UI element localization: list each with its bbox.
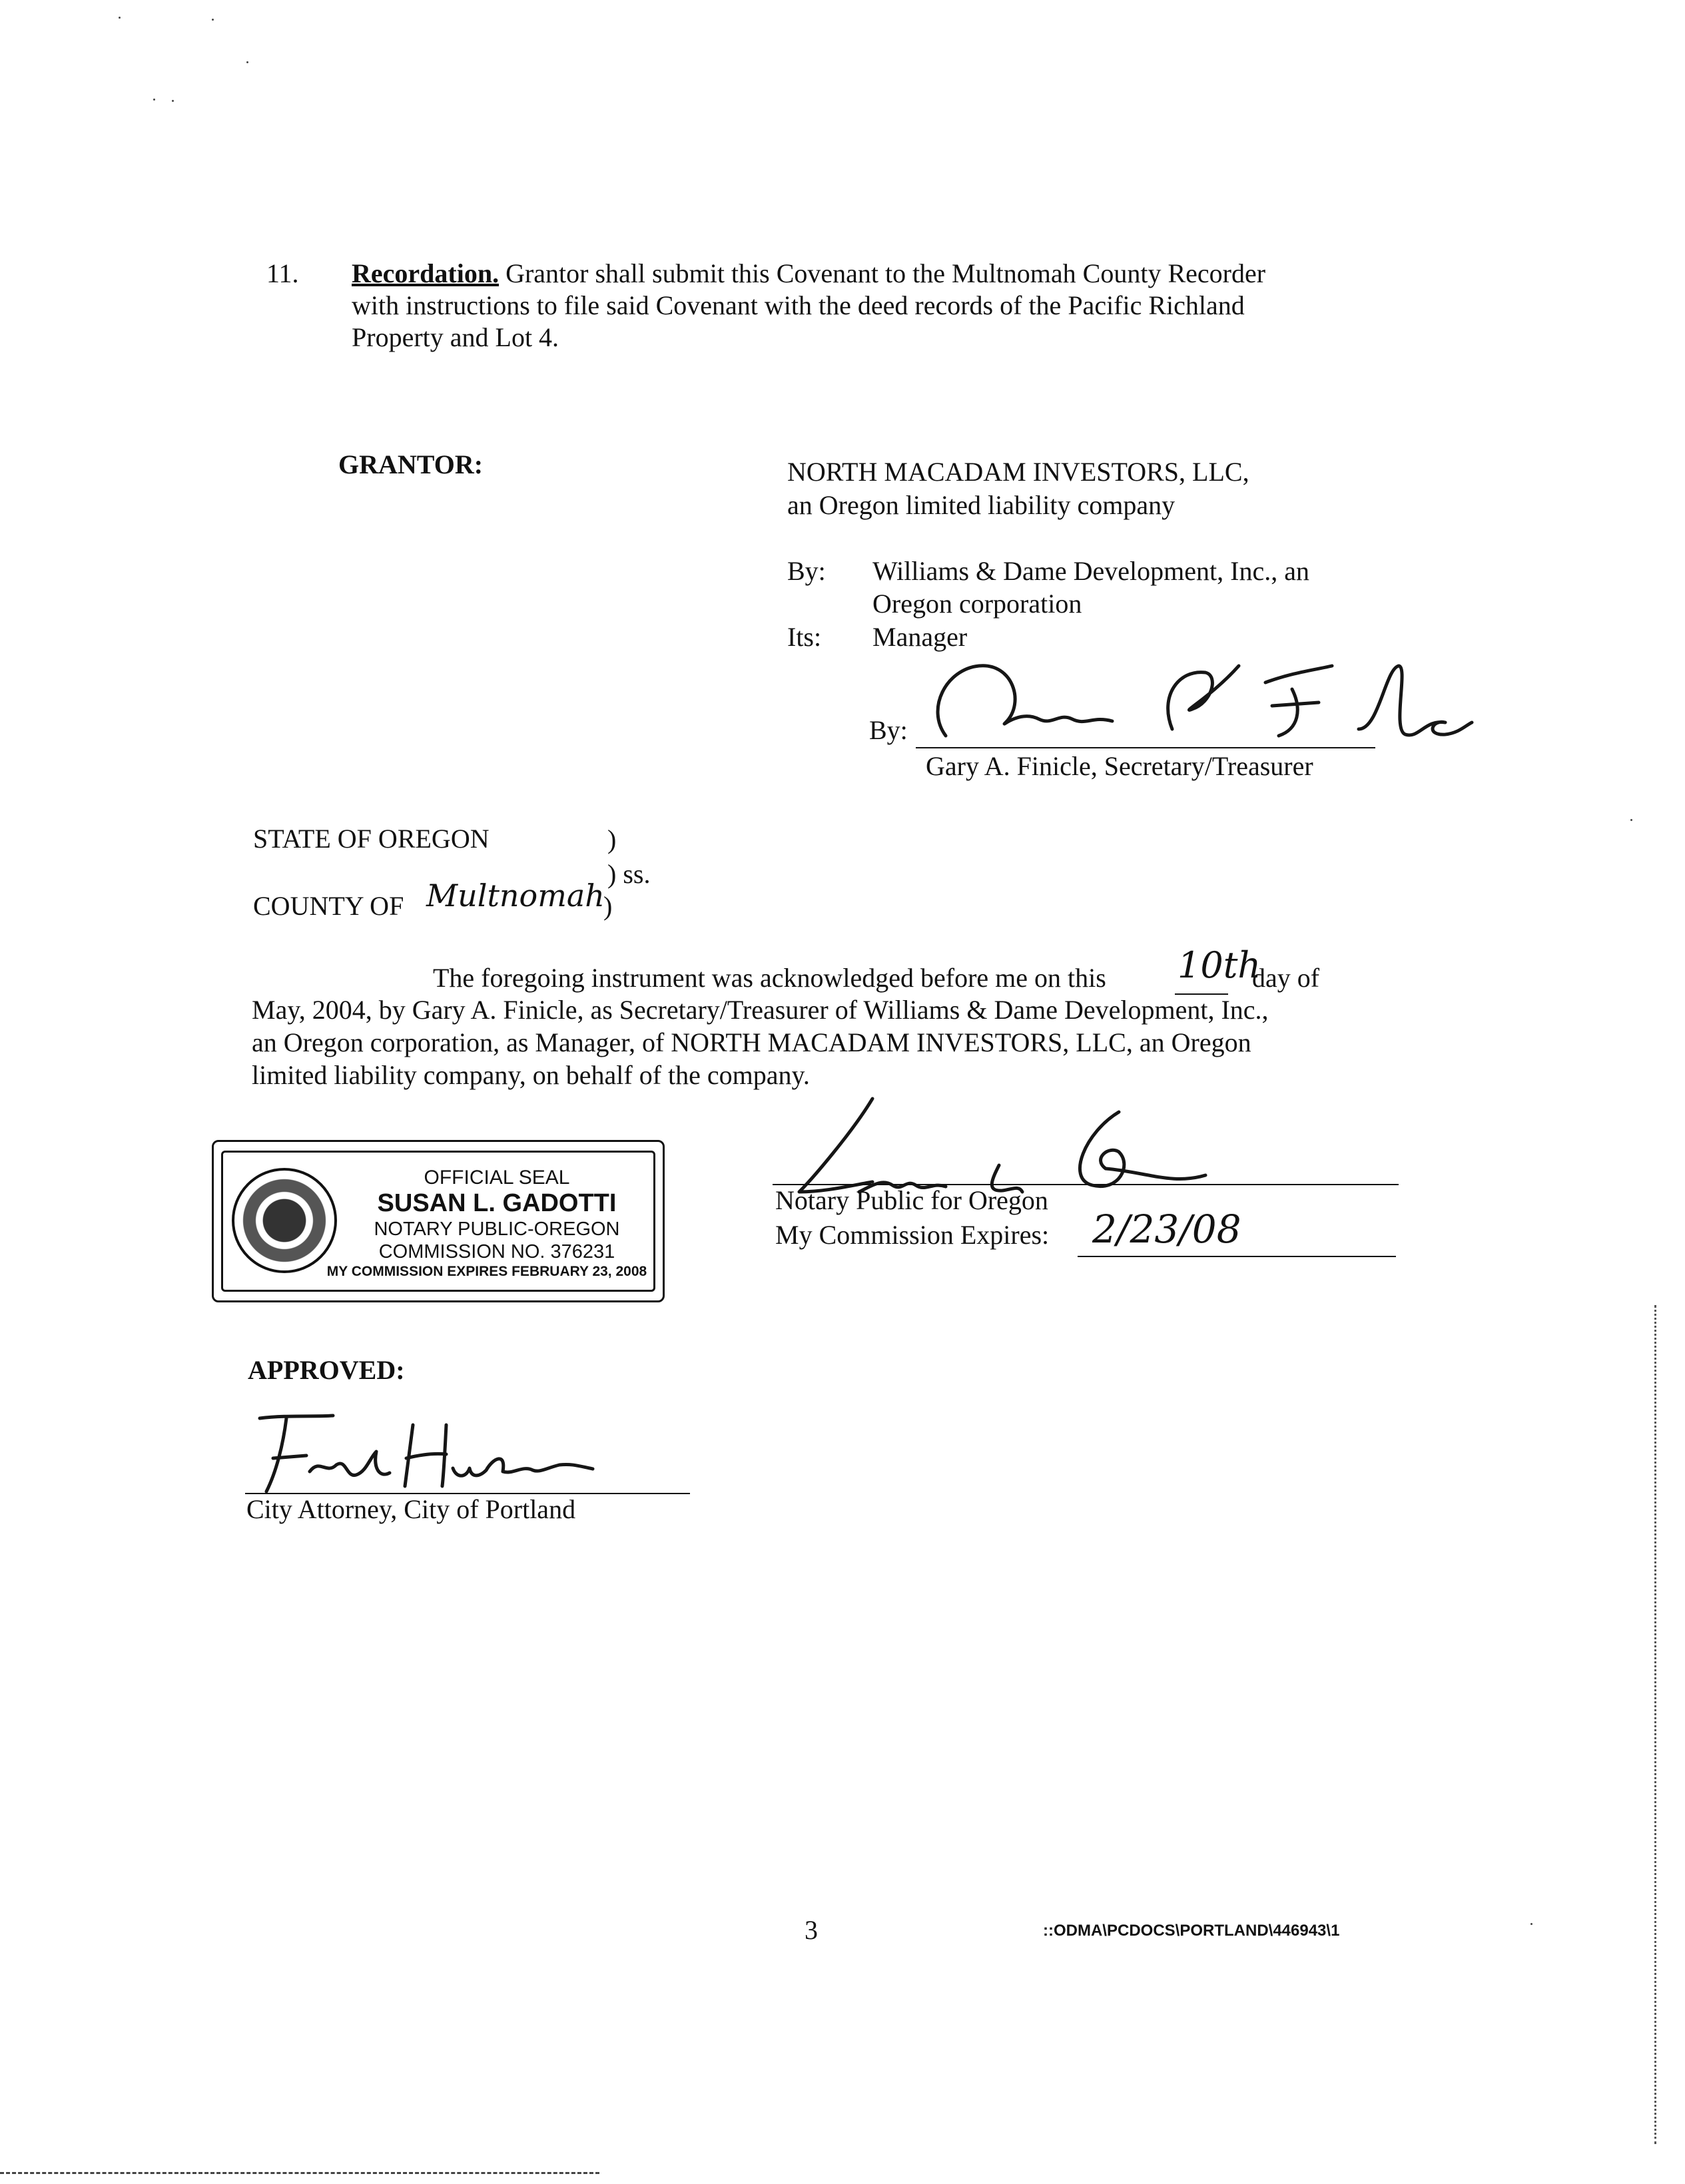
scan-speck bbox=[172, 100, 174, 102]
notary-title: Notary Public for Oregon bbox=[775, 1185, 1048, 1215]
seal-commission: COMMISSION NO. 376231 bbox=[378, 1241, 615, 1262]
section-line-1: Grantor shall submit this Covenant to the Multnomah County Recorder bbox=[506, 258, 1266, 288]
venue-paren-2: ) bbox=[603, 891, 613, 921]
by-label: By: bbox=[787, 556, 826, 586]
grantor-company-desc: an Oregon limited liability company bbox=[787, 490, 1176, 520]
grantor-signer: Gary A. Finicle, Secretary/Treasurer bbox=[926, 751, 1313, 781]
document-path: ::ODMA\PCDOCS\PORTLAND\446943\1 bbox=[1043, 1922, 1340, 1940]
its-label: Its: bbox=[787, 622, 822, 652]
venue-paren-1: ) bbox=[607, 824, 617, 854]
ack-line2: May, 2004, by Gary A. Finicle, as Secretary/Treasurer of Williams & Dame Development, Inc., bbox=[252, 995, 1269, 1025]
sign-by-label: By: bbox=[869, 715, 908, 745]
by-value-2: Oregon corporation bbox=[872, 589, 1082, 619]
by-value-1: Williams & Dame Development, Inc., an bbox=[872, 556, 1309, 586]
section-number: 11. bbox=[266, 258, 299, 288]
seal-expires: MY COMMISSION EXPIRES FEBRUARY 23, 2008 bbox=[326, 1264, 647, 1279]
notary-expires-handwritten: 2/23/08 bbox=[1092, 1207, 1241, 1252]
section-paragraph bbox=[352, 258, 1265, 289]
ack-day-handwritten: 10th bbox=[1178, 944, 1261, 986]
notary-expires-label: My Commission Expires: bbox=[775, 1220, 1050, 1250]
ack-line1-post: day of bbox=[1252, 963, 1320, 993]
seal-role: NOTARY PUBLIC-OREGON bbox=[374, 1219, 620, 1240]
venue-ss: ) ss. bbox=[607, 859, 651, 889]
approval-signer-title: City Attorney, City of Portland bbox=[246, 1494, 576, 1524]
ack-line4: limited liability company, on behalf of the company. bbox=[252, 1060, 810, 1090]
approved-label: APPROVED: bbox=[248, 1355, 405, 1385]
venue-state: STATE OF OREGON bbox=[253, 824, 490, 854]
scan-speck bbox=[1630, 819, 1632, 821]
section-line-3: Property and Lot 4. bbox=[352, 322, 559, 352]
state-seal-emblem bbox=[232, 1168, 337, 1273]
its-value: Manager bbox=[872, 622, 968, 652]
scan-speck bbox=[1530, 1923, 1532, 1925]
ack-line1-pre: The foregoing instrument was acknowledged before me on this bbox=[433, 963, 1106, 993]
scan-speck bbox=[246, 61, 248, 63]
section-line-2: with instructions to file said Covenant with the deed records of the Pacific Richland bbox=[352, 290, 1245, 320]
section-heading: Recordation. bbox=[352, 258, 500, 288]
page-number: 3 bbox=[805, 1915, 818, 1945]
seal-name: SUSAN L. GADOTTI bbox=[377, 1189, 617, 1217]
scan-speck bbox=[119, 17, 121, 19]
scan-speck bbox=[212, 19, 214, 21]
venue-county-label: COUNTY OF bbox=[253, 891, 404, 921]
grantor-signature bbox=[919, 656, 1452, 756]
scan-bottom-edge bbox=[0, 2172, 599, 2174]
approval-signature bbox=[246, 1412, 606, 1498]
grantor-company: NORTH MACADAM INVESTORS, LLC, bbox=[787, 457, 1249, 487]
notary-expires-line bbox=[1078, 1256, 1396, 1257]
scan-edge-mark bbox=[1654, 1305, 1658, 2144]
grantor-label: GRANTOR: bbox=[338, 449, 484, 479]
notary-seal bbox=[212, 1140, 665, 1302]
scan-speck bbox=[153, 99, 155, 101]
venue-county-handwritten: Multnomah bbox=[426, 878, 605, 914]
ack-line3: an Oregon corporation, as Manager, of NORTH MACADAM INVESTORS, LLC, an Oregon bbox=[252, 1027, 1251, 1057]
seal-title: OFFICIAL SEAL bbox=[424, 1167, 570, 1189]
